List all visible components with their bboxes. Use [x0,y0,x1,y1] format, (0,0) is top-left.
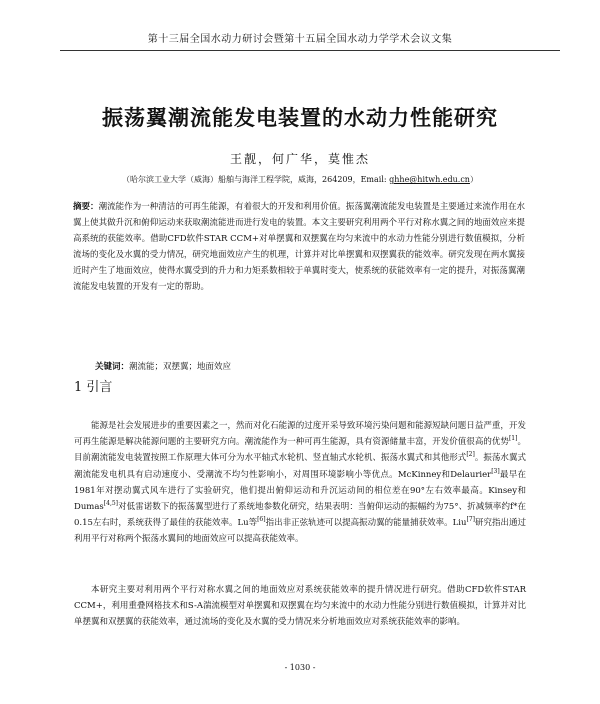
author-email[interactable]: ghhe@hitwh.edu.cn [389,175,470,184]
abstract-text: 潮流能作为一种清洁的可再生能源，有着很大的开发和利用价值。振荡翼潮流能发电装置是主要通过来流作用在水翼上使其做升沉和俯仰运动来获取潮流能进而进行发电的装置。本文主要研究利用两个平行对称水翼之间的地面效应来提高系统的获能效率。借助CFD软件STAR CCM+对单摆翼和双摆翼在均匀来流中的水动力性能分别进行数值模拟，分析流场的变化及水翼的受力情况，研究地面效应产生的机理，计算并对比单摆翼和双摆翼获的能效率。研究发现在两水翼接近时产生了地面效应，使得水翼受到的升力和力矩系数相较于单翼时变大，使系统的获能效率有一定的提升，对振荡翼潮流能发电装置的开发有一定的帮助。 [73,202,525,292]
citation[interactable]: [6] [257,516,266,524]
keywords-text: 潮流能；双摆翼；地面效应 [129,362,232,372]
keywords [95,360,525,372]
citation[interactable]: [1] [508,435,518,443]
paper-title: 振荡翼潮流能发电装置的水动力性能研究 [102,106,498,130]
section-number: 1 [74,380,83,395]
p1-text: 。目前潮流能发电装置按照工作原理大体可分为水平轴式水轮机、竖直轴式水轮机、振荡水翼式和其他形式 [74,437,526,464]
keywords-label: 关键词： [95,362,130,372]
citation[interactable]: [2] [466,451,475,459]
running-header: 第十三届全国水动力研讨会暨第十五届全国水动力学学术会议文集 [147,34,453,45]
citation[interactable]: [7] [466,516,475,524]
section-heading [74,376,112,395]
p1-text: 。振荡水翼式潮流能发电机具有启动速度小、受潮流不均匀性影响小，对周围环境影响小等优点。McKinney和Delaurier [74,453,526,480]
abstract-label: 摘要： [73,202,99,212]
p1-text: 研究指出通过利用平行对称两个振荡水翼间的地面效应可以提高获能效率。 [74,518,526,545]
header-rule [60,50,560,51]
p1-text: 最早在1981年对摆动翼式风车进行了实验研究，他们提出俯仰运动和升沉运动间的相位差在90°左右效率最高。Kinsey和Dumas [74,469,526,513]
citation[interactable]: [4,5] [103,500,119,508]
body-paragraph-1 [74,418,526,548]
author-list: 王靓，何广华，莫惟杰 [229,152,370,166]
p1-text: 能源是社会发展进步的重要因素之一，然而对化石能源的过度开采导致环境污染问题和能源短缺问题日益严重，开发可再生能源是解决能源问题的主要研究方向。潮流能作为一种可再生能源，具有资源储量丰富，开发价值很高的优势 [74,421,526,448]
affiliation-close: ） [469,175,478,184]
p1-text: 对低雷诺数下的振荡翼型进行了系统地参数化研究，结果表明：当俯仰运动的振幅约为75°、折减频率约f*在0.15左右时，系统获得了最佳的获能效率。Lu等 [74,502,526,529]
section-title: 引言 [86,380,113,395]
page-number: - 1030 - [284,663,316,672]
abstract [73,199,525,295]
affiliation [0,174,600,185]
p1-text: 指出非正弦轨迹可以提高振动翼的能量捕获效率。Liu [265,518,467,529]
citation[interactable]: [3] [491,467,500,475]
body-paragraph-2: 本研究主要对利用两个平行对称水翼之间的地面效应对系统获能效率的提升情况进行研究。借助CFD软件STAR CCM+，利用重叠网格技术和S-A湍流模型对单摆翼和双摆翼在均匀来流中的水动力性能分别进行数值模拟，计算并对比单摆翼和双摆翼的获能效率，通过流场的变化及水翼的受力情况来分析地面效应对系统获能效率的影响。 [74,585,526,628]
affiliation-text: （哈尔滨工业大学（威海）船舶与海洋工程学院，威海，264209，Email: [122,175,390,184]
